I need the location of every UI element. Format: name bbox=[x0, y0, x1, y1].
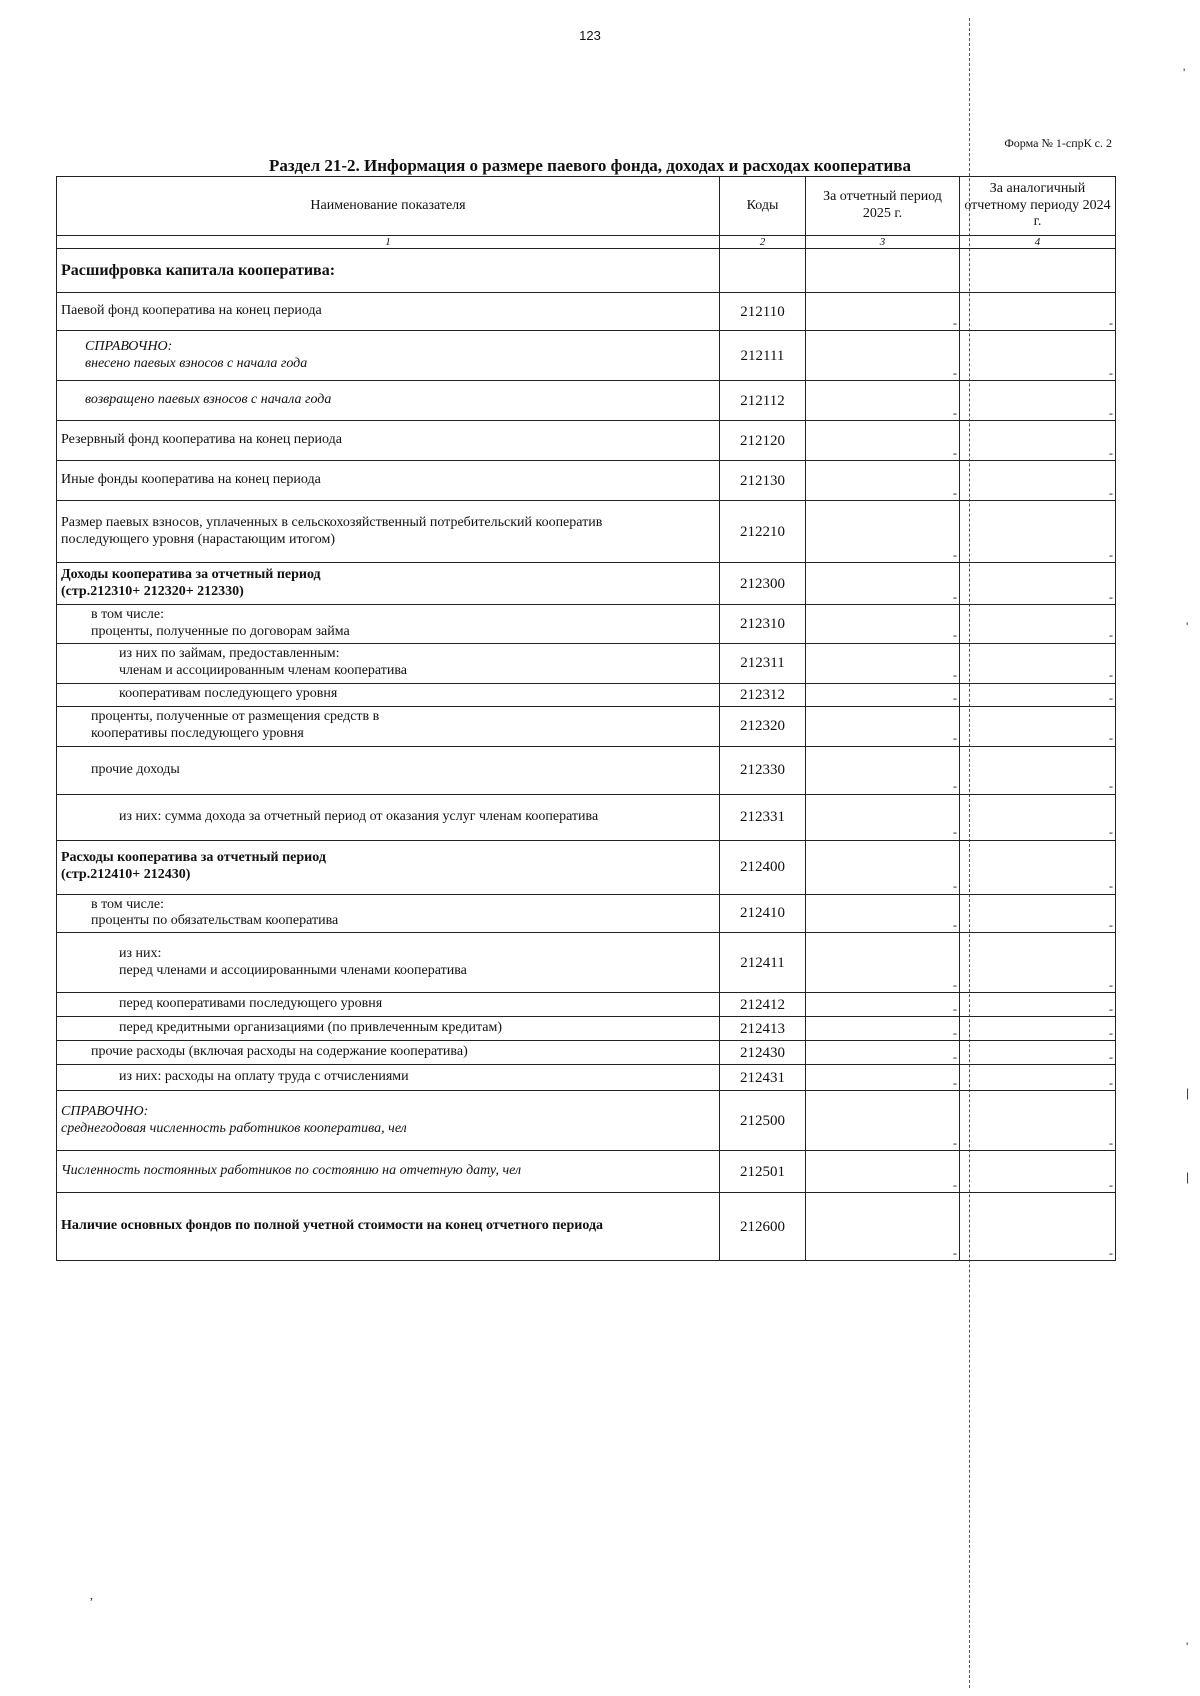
row-name-cell bbox=[57, 421, 720, 461]
scan-mark: , bbox=[90, 1588, 93, 1602]
row-name-line: перед кредитными организациями (по привлеченным кредитам) bbox=[119, 1020, 503, 1036]
row-name-cell bbox=[57, 1041, 720, 1065]
row-name-line: Резервный фонд кооператива на конец периода bbox=[61, 432, 342, 448]
row-code-cell: 212112 bbox=[720, 381, 806, 421]
row-name-line: внесено паевых взносов с начала года bbox=[85, 355, 308, 371]
row-name-line: перед кооперативами последующего уровня bbox=[119, 996, 383, 1012]
col-header-code: Коды bbox=[720, 177, 806, 236]
row-name-line: в том числе: bbox=[91, 607, 164, 622]
table-row bbox=[57, 933, 1116, 993]
row-previous-value: - bbox=[960, 461, 1116, 501]
row-name-line: проценты, полученные от размещения средств в bbox=[91, 709, 380, 725]
table-row bbox=[57, 1065, 1116, 1091]
table-row bbox=[57, 683, 1116, 706]
row-current-value: - bbox=[806, 331, 960, 381]
table-row bbox=[57, 894, 1116, 933]
row-previous-value: - bbox=[960, 794, 1116, 840]
table-body bbox=[57, 293, 1116, 1261]
row-name-line: Размер паевых взносов, уплаченных в сельскохозяйственный потребительский кооператив bbox=[61, 514, 603, 530]
table-row bbox=[57, 1041, 1116, 1065]
row-code-cell: 212330 bbox=[720, 746, 806, 794]
row-name-cell bbox=[57, 1151, 720, 1193]
row-current-value: - bbox=[806, 746, 960, 794]
row-name-cell bbox=[57, 993, 720, 1017]
row-code-cell: 212310 bbox=[720, 605, 806, 644]
row-previous-value: - bbox=[960, 993, 1116, 1017]
row-name-cell bbox=[57, 894, 720, 933]
row-name-line: Расходы кооператива за отчетный период bbox=[61, 850, 326, 866]
row-current-value: - bbox=[806, 501, 960, 563]
col-num-3: 3 bbox=[806, 236, 960, 249]
row-name-cell bbox=[57, 933, 720, 993]
row-previous-value: - bbox=[960, 563, 1116, 605]
row-name-cell bbox=[57, 683, 720, 706]
section-title: Раздел 21-2. Информация о размере паевого фонда, доходах и расходах кооператива bbox=[269, 156, 911, 175]
row-previous-value: - bbox=[960, 605, 1116, 644]
row-current-value: - bbox=[806, 643, 960, 683]
scan-mark: ' bbox=[1186, 1640, 1189, 1654]
col-header-name: Наименование показателя bbox=[57, 177, 720, 236]
row-current-value: - bbox=[806, 683, 960, 706]
row-name-cell bbox=[57, 746, 720, 794]
row-name-line: (стр.212410+ 212430) bbox=[61, 867, 191, 883]
row-name-line: Иные фонды кооператива на конец периода bbox=[61, 472, 321, 488]
row-code-cell: 212400 bbox=[720, 840, 806, 894]
row-name-cell bbox=[57, 501, 720, 563]
table-row bbox=[57, 643, 1116, 683]
row-code-cell: 212311 bbox=[720, 643, 806, 683]
table-row bbox=[57, 1091, 1116, 1151]
row-current-value: - bbox=[806, 421, 960, 461]
scan-mark: | bbox=[1186, 1086, 1190, 1100]
row-name-cell bbox=[57, 1193, 720, 1261]
table-row bbox=[57, 421, 1116, 461]
row-name-line: из них: расходы на оплату труда с отчислениями bbox=[119, 1069, 409, 1085]
row-previous-value: - bbox=[960, 1193, 1116, 1261]
row-previous-value: - bbox=[960, 1151, 1116, 1193]
row-previous-value: - bbox=[960, 933, 1116, 993]
row-name-line: Численность постоянных работников по состоянию на отчетную дату, чел bbox=[61, 1163, 522, 1179]
row-name-line: среднегодовая численность работников кооператива, чел bbox=[61, 1120, 407, 1136]
row-name-cell bbox=[57, 794, 720, 840]
row-name-cell bbox=[57, 706, 720, 746]
row-name-line: Паевой фонд кооператива на конец периода bbox=[61, 303, 322, 319]
row-current-value: - bbox=[806, 1017, 960, 1041]
row-name-cell bbox=[57, 381, 720, 421]
row-previous-value: - bbox=[960, 1091, 1116, 1151]
row-code-cell: 212130 bbox=[720, 461, 806, 501]
report-table bbox=[56, 176, 1116, 1261]
row-name-line: СПРАВОЧНО: bbox=[85, 338, 173, 354]
row-name-line: последующего уровня (нарастающим итогом) bbox=[61, 531, 336, 547]
row-code-cell: 212431 bbox=[720, 1065, 806, 1091]
row-current-value: - bbox=[806, 1065, 960, 1091]
row-name-line: прочие доходы bbox=[91, 761, 180, 777]
row-name-line: из них по займам, предоставленным: bbox=[119, 646, 340, 662]
section-empty-cell bbox=[720, 249, 806, 293]
row-name-cell bbox=[57, 331, 720, 381]
row-name-cell bbox=[57, 1017, 720, 1041]
row-name-line: проценты, полученные по договорам займа bbox=[91, 623, 350, 639]
table-row bbox=[57, 563, 1116, 605]
row-current-value: - bbox=[806, 1041, 960, 1065]
section-capital-label: Расшифровка капитала кооператива: bbox=[57, 249, 720, 293]
table-row bbox=[57, 293, 1116, 331]
row-name-cell bbox=[57, 563, 720, 605]
row-name-line: СПРАВОЧНО: bbox=[61, 1103, 149, 1119]
row-current-value: - bbox=[806, 293, 960, 331]
row-code-cell: 212501 bbox=[720, 1151, 806, 1193]
row-previous-value: - bbox=[960, 643, 1116, 683]
row-code-cell: 212411 bbox=[720, 933, 806, 993]
page-number: 123 bbox=[579, 28, 601, 43]
row-current-value: - bbox=[806, 993, 960, 1017]
row-name-line: кооперативы последующего уровня bbox=[91, 726, 304, 742]
column-number-row bbox=[57, 236, 1116, 249]
row-name-line: проценты по обязательствам кооператива bbox=[91, 913, 339, 929]
table-row bbox=[57, 331, 1116, 381]
row-current-value: - bbox=[806, 933, 960, 993]
table-row bbox=[57, 501, 1116, 563]
table-row bbox=[57, 1151, 1116, 1193]
col-num-1: 1 bbox=[57, 236, 720, 249]
scan-mark: ' bbox=[1186, 620, 1189, 634]
row-name-cell bbox=[57, 293, 720, 331]
row-current-value: - bbox=[806, 605, 960, 644]
row-name-cell bbox=[57, 605, 720, 644]
row-name-cell bbox=[57, 1065, 720, 1091]
table-header-row bbox=[57, 177, 1116, 236]
row-code-cell: 212413 bbox=[720, 1017, 806, 1041]
row-previous-value: - bbox=[960, 331, 1116, 381]
row-code-cell: 212500 bbox=[720, 1091, 806, 1151]
scan-mark: ' bbox=[1183, 66, 1186, 80]
table-row bbox=[57, 1017, 1116, 1041]
row-previous-value: - bbox=[960, 706, 1116, 746]
row-code-cell: 212600 bbox=[720, 1193, 806, 1261]
row-name-line: Доходы кооператива за отчетный период bbox=[61, 566, 321, 582]
row-name-cell bbox=[57, 840, 720, 894]
table-row bbox=[57, 1193, 1116, 1261]
row-name-line: в том числе: bbox=[91, 896, 164, 912]
row-previous-value: - bbox=[960, 840, 1116, 894]
row-name-line: из них: bbox=[119, 945, 162, 961]
table-row bbox=[57, 746, 1116, 794]
row-previous-value: - bbox=[960, 1065, 1116, 1091]
section-empty-cell bbox=[806, 249, 960, 293]
row-code-cell: 212110 bbox=[720, 293, 806, 331]
row-name-cell bbox=[57, 1091, 720, 1151]
row-current-value: - bbox=[806, 461, 960, 501]
table-row bbox=[57, 794, 1116, 840]
row-current-value: - bbox=[806, 706, 960, 746]
row-name-line: членам и ассоциированным членам кооператива bbox=[119, 663, 408, 679]
section-row bbox=[57, 249, 1116, 293]
row-previous-value: - bbox=[960, 746, 1116, 794]
row-current-value: - bbox=[806, 1091, 960, 1151]
row-code-cell: 212111 bbox=[720, 331, 806, 381]
row-previous-value: - bbox=[960, 894, 1116, 933]
row-previous-value: - bbox=[960, 1041, 1116, 1065]
row-name-line: прочие расходы (включая расходы на содержание кооператива) bbox=[91, 1044, 468, 1060]
row-previous-value: - bbox=[960, 293, 1116, 331]
table-row bbox=[57, 840, 1116, 894]
scan-mark: | bbox=[1186, 1170, 1190, 1184]
row-current-value: - bbox=[806, 381, 960, 421]
row-name-cell bbox=[57, 643, 720, 683]
row-code-cell: 212312 bbox=[720, 683, 806, 706]
row-current-value: - bbox=[806, 894, 960, 933]
row-previous-value: - bbox=[960, 1017, 1116, 1041]
row-code-cell: 212320 bbox=[720, 706, 806, 746]
table-row bbox=[57, 706, 1116, 746]
col-header-previous: За аналогичный отчетному периоду 2024 г. bbox=[960, 177, 1116, 236]
col-num-2: 2 bbox=[720, 236, 806, 249]
row-code-cell: 212331 bbox=[720, 794, 806, 840]
form-label: Форма № 1-спрК с. 2 bbox=[1004, 136, 1112, 150]
row-code-cell: 212300 bbox=[720, 563, 806, 605]
row-name-line: перед членами и ассоциированными членами кооператива bbox=[119, 962, 467, 978]
row-code-cell: 212120 bbox=[720, 421, 806, 461]
table-row bbox=[57, 381, 1116, 421]
col-header-current: За отчетный период 2025 г. bbox=[806, 177, 960, 236]
row-current-value: - bbox=[806, 1151, 960, 1193]
table-row bbox=[57, 461, 1116, 501]
row-current-value: - bbox=[806, 794, 960, 840]
row-name-line: из них: сумма дохода за отчетный период от оказания услуг членам кооператива bbox=[119, 808, 599, 824]
row-previous-value: - bbox=[960, 421, 1116, 461]
row-name-line: Наличие основных фондов по полной учетной стоимости на конец отчетного периода bbox=[61, 1218, 604, 1234]
section-empty-cell bbox=[960, 249, 1116, 293]
col-num-4: 4 bbox=[960, 236, 1116, 249]
row-previous-value: - bbox=[960, 381, 1116, 421]
row-code-cell: 212410 bbox=[720, 894, 806, 933]
row-current-value: - bbox=[806, 1193, 960, 1261]
row-name-line: возвращено паевых взносов с начала года bbox=[85, 392, 332, 408]
row-name-line: (стр.212310+ 212320+ 212330) bbox=[61, 583, 244, 599]
row-current-value: - bbox=[806, 563, 960, 605]
row-code-cell: 212430 bbox=[720, 1041, 806, 1065]
row-current-value: - bbox=[806, 840, 960, 894]
row-code-cell: 212210 bbox=[720, 501, 806, 563]
row-name-line: кооперативам последующего уровня bbox=[119, 686, 338, 702]
row-code-cell: 212412 bbox=[720, 993, 806, 1017]
table-row bbox=[57, 993, 1116, 1017]
row-previous-value: - bbox=[960, 501, 1116, 563]
row-name-cell bbox=[57, 461, 720, 501]
row-previous-value: - bbox=[960, 683, 1116, 706]
table-row bbox=[57, 605, 1116, 644]
